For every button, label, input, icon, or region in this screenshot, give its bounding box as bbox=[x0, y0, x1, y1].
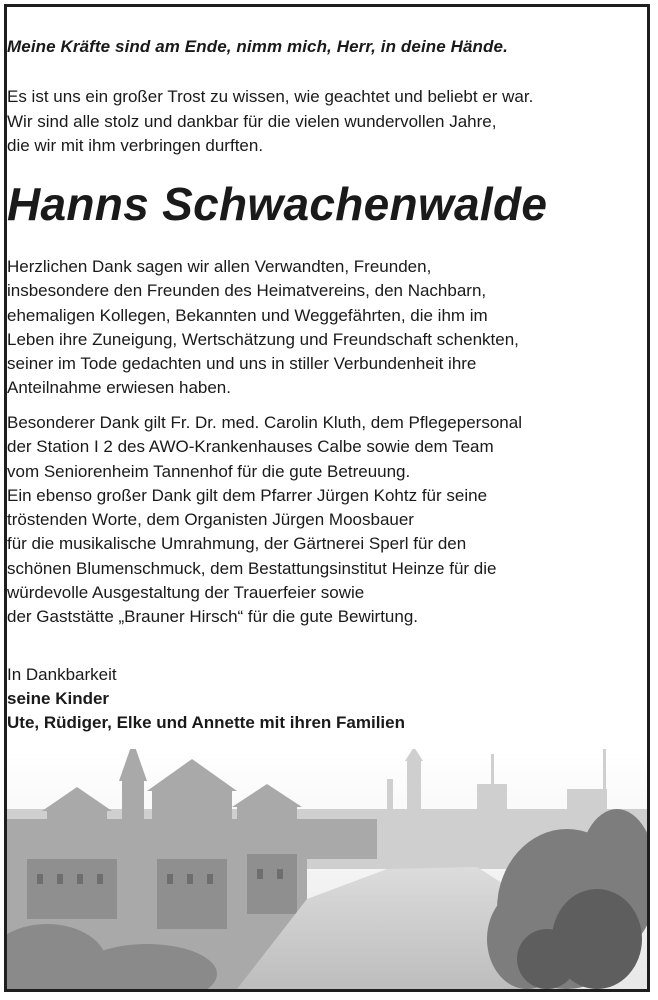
thanks-paragraph-2 bbox=[7, 411, 647, 630]
closing-block bbox=[7, 663, 647, 735]
paragraph-line: Herzlichen Dank sagen wir allen Verwandten, Freunden, bbox=[7, 257, 432, 276]
motto-verse: Meine Kräfte sind am Ende, nimm mich, Herr, in deine Hände. bbox=[7, 37, 508, 56]
deceased-name: Hanns Schwachenwalde bbox=[7, 178, 548, 230]
thanks-paragraph-1 bbox=[7, 255, 647, 401]
paragraph-line: Leben ihre Zuneigung, Wertschätzung und Freundschaft schenkten, bbox=[7, 329, 519, 349]
paragraph-line: der Station I 2 des AWO-Krankenhauses Calbe sowie dem Team bbox=[7, 437, 494, 457]
paragraph-line: der Gaststätte „Brauner Hirsch“ für die gute Bewirtung. bbox=[7, 607, 419, 627]
paragraph-line: seiner im Tode gedachten und uns in stiller Verbundenheit ihre bbox=[7, 354, 477, 374]
intro-line: Es ist uns ein großer Trost zu wissen, wie geachtet und beliebt er war. bbox=[7, 87, 534, 106]
paragraph-line: für die musikalische Umrahmung, der Gärtnerei Sperl für den bbox=[7, 534, 467, 554]
paragraph-line: würdevolle Ausgestaltung der Trauerfeier sowie bbox=[7, 583, 365, 603]
paragraph-line: insbesondere den Freunden des Heimatvereins, den Nachbarn, bbox=[7, 281, 487, 301]
intro-text bbox=[7, 85, 647, 159]
intro-line: Wir sind alle stolz und dankbar für die vielen wundervollen Jahre, bbox=[7, 111, 497, 131]
paragraph-line: schönen Blumenschmuck, dem Bestattungsinstitut Heinze für die bbox=[7, 558, 497, 578]
paragraph-line: Ein ebenso großer Dank gilt dem Pfarrer Jürgen Kohtz für seine bbox=[7, 485, 488, 505]
paragraph-line: vom Seniorenheim Tannenhof für die gute Betreuung. bbox=[7, 461, 411, 481]
gratitude-line: In Dankbarkeit bbox=[7, 665, 117, 684]
paragraph-line: Besonderer Dank gilt Fr. Dr. med. Carolin Kluth, dem Pflegepersonal bbox=[7, 413, 522, 432]
intro-line: die wir mit ihm verbringen durften. bbox=[7, 136, 264, 155]
town-river-illustration bbox=[7, 749, 647, 989]
paragraph-line: Anteilnahme erwiesen haben. bbox=[7, 378, 231, 398]
obituary-frame bbox=[4, 4, 650, 992]
family-names: Ute, Rüdiger, Elke und Annette mit ihren Familien bbox=[7, 713, 405, 732]
children-line: seine Kinder bbox=[7, 689, 110, 708]
paragraph-line: tröstenden Worte, dem Organisten Jürgen Moosbauer bbox=[7, 510, 414, 530]
paragraph-line: ehemaligen Kollegen, Bekannten und Weggefährten, die ihm im bbox=[7, 305, 488, 325]
